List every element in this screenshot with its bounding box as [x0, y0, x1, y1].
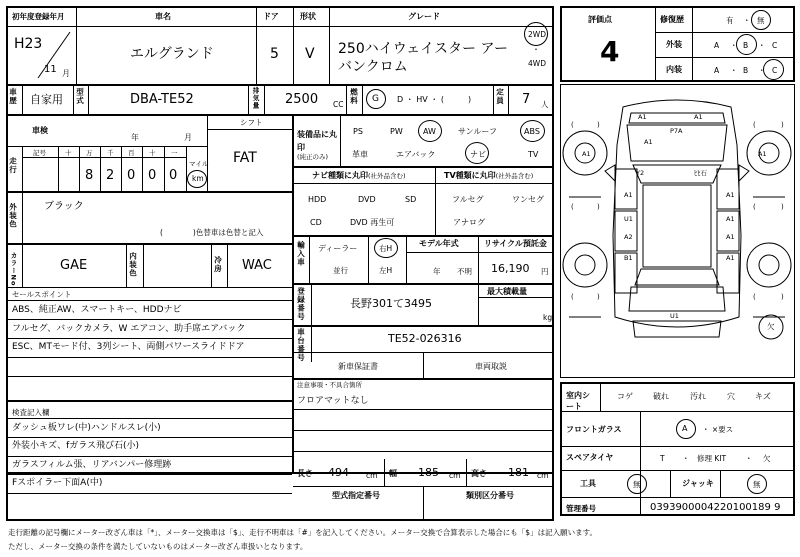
height-label: 高さ: [471, 469, 487, 478]
height-value[interactable]: 181: [508, 466, 529, 479]
svg-text:): ): [781, 293, 784, 301]
door-label: ドア: [263, 12, 279, 21]
capacity-value[interactable]: 7: [522, 92, 531, 107]
damage-mark[interactable]: A1: [694, 113, 703, 121]
damage-mark[interactable]: Y2: [636, 169, 645, 177]
max-load-unit: kg: [543, 313, 553, 322]
col-divider: [640, 412, 641, 516]
model-year-unknown[interactable]: 不明: [457, 267, 472, 276]
navi-item[interactable]: SD: [405, 195, 417, 204]
import-label-row: [406, 252, 553, 253]
svg-text:(: (: [753, 293, 756, 301]
notes-line: [293, 430, 553, 431]
navi-item[interactable]: CD: [310, 218, 322, 227]
inspection-year-unit: 年: [131, 133, 139, 142]
inspector-line: [7, 493, 292, 494]
tv-label: TV種類に丸印(社外品含む): [444, 171, 534, 180]
shift-label: シフト: [240, 118, 263, 127]
sales-point-line: フルセグ、バックカメラ、W エアコン、助手席エアバック: [12, 324, 246, 334]
navi-label-bottom: [293, 183, 553, 184]
inspector-line: [7, 474, 292, 475]
col-divider: [600, 383, 601, 411]
reg-year-label: 初年度登録年月: [12, 12, 65, 21]
col-divider: [227, 244, 228, 287]
mileage-digit[interactable]: 0: [148, 168, 157, 183]
use-value[interactable]: 自家用: [30, 93, 63, 106]
notes-line-text: フロアマットなし: [297, 396, 369, 406]
front-glass-rest[interactable]: ・ ×要ス: [702, 425, 734, 434]
seat-option[interactable]: 穴: [727, 392, 735, 401]
col-divider: [311, 284, 312, 362]
notes-line: [293, 451, 553, 452]
col-divider: [493, 85, 494, 114]
exterior-bottom: [7, 243, 292, 245]
row-divider: [655, 57, 794, 58]
displacement-value[interactable]: 2500: [285, 92, 319, 107]
col-divider: [164, 146, 165, 191]
inspection-label: 車検: [32, 126, 48, 135]
mileage-digit[interactable]: 8: [85, 168, 94, 183]
color-code-label: カラーNo.: [9, 252, 18, 290]
svg-text:(: (: [753, 203, 756, 211]
max-load-label-row: [478, 297, 553, 298]
color-code-value[interactable]: GAE: [60, 258, 88, 273]
shift-label-bottom: [207, 129, 292, 130]
reg-month[interactable]: 11: [44, 64, 57, 75]
col-divider: [478, 236, 479, 283]
height-unit: cm: [537, 471, 549, 480]
import-right-h[interactable]: 右H: [379, 244, 393, 253]
shape-label: 形状: [300, 12, 316, 21]
damage-mark[interactable]: A1: [582, 150, 591, 158]
col-divider: [423, 487, 424, 521]
svg-text:(: (: [571, 203, 574, 211]
tv-item[interactable]: アナログ: [453, 218, 485, 227]
svg-text:): ): [781, 203, 784, 211]
model-year-label: モデル年式: [419, 239, 459, 248]
length-unit: cm: [366, 471, 378, 480]
col-divider: [186, 146, 187, 191]
exterior-grade-option: ・: [730, 41, 738, 50]
shift-value[interactable]: FAT: [233, 150, 257, 166]
row-divider: [561, 470, 794, 471]
equipment-sublabel: (純正のみ): [297, 153, 329, 161]
col-divider: [720, 471, 721, 497]
col-divider: [384, 459, 385, 486]
registration-value[interactable]: 長野301て3495: [350, 297, 432, 310]
col-divider: [309, 236, 310, 283]
chassis-label: 車台番号: [296, 328, 306, 362]
seat-label: 室内シート: [566, 391, 590, 411]
mileage-label: 走行: [8, 157, 18, 174]
col-divider: [340, 115, 341, 166]
sales-points-label: セールスポイント: [12, 290, 72, 299]
fuel-gasoline[interactable]: G: [372, 94, 379, 104]
mileage-digit[interactable]: 0: [169, 168, 178, 183]
inspection-bottom: [7, 146, 207, 147]
import-label: 輸入車: [296, 241, 306, 267]
col-divider: [362, 85, 363, 114]
reg-era[interactable]: H23: [14, 36, 43, 52]
damage-mark[interactable]: B1: [624, 254, 633, 262]
col-divider: [143, 244, 144, 287]
score-value[interactable]: 4: [600, 35, 620, 68]
equipment-label: 装備品に丸印: [297, 130, 337, 152]
col-divider: [256, 7, 257, 84]
svg-text:(: (: [753, 121, 756, 129]
navi-item[interactable]: DVD 再生可: [350, 218, 395, 227]
mileage-digit[interactable]: 2: [106, 168, 115, 183]
notes-line: [293, 409, 553, 410]
damage-mark[interactable]: A1: [726, 254, 735, 262]
place-label: 一: [171, 149, 178, 157]
header-label-divider: [7, 26, 553, 27]
col-divider: [76, 7, 77, 84]
car-name-label: 車名: [155, 12, 171, 21]
tools-label: 工具: [580, 479, 596, 488]
col-divider: [22, 85, 23, 114]
interior-grade-option[interactable]: A: [714, 66, 720, 75]
mileage-digit[interactable]: 0: [127, 168, 136, 183]
interior-grade-option[interactable]: B: [743, 66, 749, 75]
damage-mark[interactable]: P7A: [670, 127, 683, 135]
equip-item[interactable]: 革車: [352, 150, 368, 159]
interior-grade-option: ・: [730, 66, 738, 75]
col-divider: [79, 146, 80, 191]
exterior-grade-label: 外装: [666, 40, 682, 49]
sales-line: [7, 376, 292, 377]
place-label: 十: [149, 149, 156, 157]
repair-option[interactable]: 有: [726, 16, 734, 25]
type-number-label: 型式指定番号: [332, 491, 380, 500]
col-divider: [142, 146, 143, 191]
drive-dot: ・: [532, 45, 540, 54]
exterior-grade-option: ・: [758, 41, 766, 50]
row-divider: [655, 32, 794, 33]
spare-option[interactable]: 修理 KIT: [697, 454, 727, 463]
capacity-unit: 人: [541, 100, 549, 109]
row-divider: [561, 497, 794, 498]
col-divider: [88, 85, 89, 114]
spare-label: スペアタイヤ: [566, 453, 614, 462]
model-value[interactable]: DBA-TE52: [130, 92, 194, 107]
displacement-unit: CC: [333, 100, 344, 109]
model-year-unit: 年: [433, 267, 441, 276]
car-name-value[interactable]: エルグランド: [130, 46, 214, 62]
col-divider: [121, 146, 122, 191]
use-label: 車歴: [8, 88, 18, 105]
col-divider: [22, 244, 23, 287]
equip-item[interactable]: AW: [423, 127, 436, 136]
recycle-value[interactable]: 16,190: [491, 262, 530, 275]
jack-label: ジャッキ: [682, 479, 714, 488]
svg-text:): ): [597, 121, 600, 129]
row-divider: [561, 446, 794, 447]
fuel-label: 燃料: [349, 88, 359, 105]
score-label: 評価点: [588, 15, 612, 24]
exterior-grade-option[interactable]: A: [714, 41, 720, 50]
col-divider: [655, 7, 656, 81]
cooler-value[interactable]: WAC: [242, 258, 272, 273]
place-label: 百: [128, 149, 135, 157]
svg-text:(: (: [571, 121, 574, 129]
col-divider: [406, 236, 407, 283]
navi-item[interactable]: HDD: [308, 195, 327, 204]
drive-4wd[interactable]: 4WD: [528, 59, 546, 68]
import-left-h[interactable]: 左H: [379, 266, 393, 275]
svg-text:): ): [597, 293, 600, 301]
exterior-value[interactable]: ブラック: [44, 201, 84, 212]
width-value[interactable]: 185: [418, 466, 439, 479]
equip-divider: [292, 115, 294, 472]
sales-line: [7, 357, 292, 358]
registration-bottom: [293, 325, 553, 327]
grade-label: グレード: [408, 12, 440, 21]
damage-mark[interactable]: A1: [644, 138, 653, 146]
interior-color-label: 内装色: [128, 252, 138, 278]
place-label: 千: [107, 149, 114, 157]
cooler-label: 冷房: [213, 256, 223, 273]
equip-item[interactable]: TV: [528, 150, 539, 159]
svg-text:(: (: [571, 293, 574, 301]
damage-mark[interactable]: A1: [758, 150, 767, 158]
category-number-label: 類別区分番号: [466, 491, 514, 500]
interior-grade-option[interactable]: C: [772, 66, 778, 75]
lack-mark[interactable]: 欠: [767, 322, 775, 331]
reg-month-unit: 月: [62, 69, 70, 78]
equipment-bottom: [293, 166, 553, 168]
navi-item[interactable]: DVD: [358, 195, 376, 204]
length-value[interactable]: 494: [328, 466, 349, 479]
spare-option[interactable]: 欠: [763, 454, 771, 463]
col-divider: [22, 146, 23, 191]
equip-item[interactable]: PW: [390, 127, 403, 136]
col-divider: [211, 244, 212, 287]
notes-label: 注意事項・不具合箇所: [297, 381, 362, 389]
width-label: 幅: [389, 469, 397, 478]
damage-mark[interactable]: A1: [726, 215, 735, 223]
damage-mark[interactable]: A2: [624, 233, 633, 241]
km-label[interactable]: km: [192, 174, 204, 183]
seat-option[interactable]: キズ: [755, 392, 771, 401]
damage-mark[interactable]: A1: [726, 233, 735, 241]
repair-option: ・: [743, 16, 751, 25]
fuel-other[interactable]: D ・ HV ・ ( ): [397, 95, 472, 104]
management-label: 管理番号: [566, 504, 596, 513]
col-divider: [329, 7, 330, 84]
repair-label: 修復歴: [660, 15, 684, 24]
manual-label[interactable]: 車両取説: [475, 362, 507, 371]
mileage-bottom: [7, 191, 292, 193]
inspection-month-unit: 月: [184, 133, 192, 142]
damage-mark[interactable]: U1: [624, 215, 633, 223]
recycle-unit: 円: [541, 267, 549, 276]
inspector-line: [7, 456, 292, 457]
col-divider: [264, 85, 265, 114]
recycle-label: リサイクル預託金: [484, 239, 547, 248]
inspector-line-text: 外装小キズ、fガラス飛び石(小): [12, 441, 140, 451]
mile-label: マイル: [189, 160, 209, 168]
navi-label: ナビ種類に丸印(社外品含む): [312, 171, 406, 180]
equip-item[interactable]: サンルーフ: [458, 127, 497, 136]
equip-item[interactable]: エアバック: [396, 150, 436, 159]
shift-divider: [207, 115, 208, 191]
repair-option[interactable]: 無: [757, 16, 765, 25]
svg-text:): ): [597, 203, 600, 211]
warranty-bottom: [293, 378, 553, 380]
inspector-line-text: Fスポイラー下面A(中): [12, 478, 103, 488]
col-divider: [346, 85, 347, 114]
col-divider: [22, 192, 23, 243]
inspector-line-text: ダッシュ板ワレ(中)ハンドルスレ(小): [12, 423, 161, 433]
col-divider: [248, 85, 249, 114]
chassis-value[interactable]: TE52-026316: [388, 332, 462, 345]
col-divider: [508, 85, 509, 114]
sales-point-line: ABS、純正AW、スマートキー、HDDナビ: [12, 305, 182, 315]
col-divider: [692, 7, 693, 81]
displacement-label: 排気量: [251, 87, 260, 110]
sales-point-line: ESC、MTモード付、3列シート、両側パワースライドドア: [12, 342, 245, 352]
inspector-line: [7, 437, 292, 438]
col-divider: [466, 459, 467, 486]
seat-option[interactable]: 破れ: [653, 392, 669, 401]
col-divider: [670, 471, 671, 497]
seat-option[interactable]: 汚れ: [690, 392, 706, 401]
damage-mark[interactable]: A1: [638, 113, 647, 121]
equip-item[interactable]: ABS: [524, 127, 540, 136]
grade-value[interactable]: 250ハイウェイスター アーバンクロム: [338, 41, 509, 75]
place-label: 万: [86, 149, 93, 157]
doors-value[interactable]: 5: [270, 46, 279, 62]
sales-label-bottom: [7, 300, 292, 301]
exterior-grade-option[interactable]: B: [743, 41, 749, 50]
damage-mark[interactable]: U1: [670, 312, 679, 320]
exterior-note: ( )色替車は色替と記入: [160, 228, 264, 237]
col-divider: [100, 146, 101, 191]
front-glass-label: フロントガラス: [566, 425, 622, 434]
mileage-sign-label: 記号: [33, 149, 46, 157]
interior-grade-option: ・: [758, 66, 766, 75]
exterior-label: 外装色: [8, 203, 18, 229]
management-value[interactable]: 0393900004220100189 9: [650, 502, 781, 513]
registration-label: 登録番号: [296, 287, 306, 321]
shape-value[interactable]: V: [305, 46, 315, 62]
new-car-warranty-label[interactable]: 新車保証書: [338, 362, 378, 371]
spare-option[interactable]: T: [660, 454, 665, 463]
col-divider: [73, 85, 74, 114]
jack-value[interactable]: 無: [753, 480, 761, 489]
inspector-label: 検査記入欄: [12, 408, 50, 417]
tv-item[interactable]: フルセグ: [452, 195, 484, 204]
import-parallel[interactable]: 並行: [333, 266, 348, 275]
colorcode-bottom: [7, 287, 292, 288]
inspector-label-bottom: [7, 418, 292, 419]
sales-line: [7, 319, 292, 320]
tools-value[interactable]: 無: [633, 480, 641, 489]
damage-mark-scratch[interactable]: ﾋﾋ石: [694, 169, 707, 177]
col-divider: [58, 146, 59, 191]
capacity-label: 定員: [495, 88, 505, 105]
inspector-line-text: ガラスフィルム張、リアバンパー修理跡: [12, 460, 172, 470]
col-divider: [368, 236, 369, 283]
footer-note: 走行距離の記号欄にメーター改ざん車は「*」、メーター交換車は「$」、走行不明車は「#」を記入してください。メーター交換で合算表示した場合にも「$」は記入願います。: [8, 528, 597, 537]
length-label: 長さ: [297, 469, 313, 478]
navi-bottom: [293, 235, 553, 237]
seat-option[interactable]: コゲ: [617, 392, 633, 401]
max-load-label: 最大積載量: [487, 287, 527, 296]
import-dealer[interactable]: ディーラー: [318, 244, 358, 253]
footer-note: ただし、メーター交換の条件を満たしていないものはメーター改ざん車扱いとなります。: [8, 542, 308, 551]
row2-bottom: [7, 114, 553, 116]
col-divider: [293, 7, 294, 84]
place-label: 十: [65, 149, 72, 157]
front-glass-value[interactable]: A: [682, 424, 688, 433]
tv-item[interactable]: ワンセグ: [512, 195, 544, 204]
spare-option: ・: [682, 454, 690, 463]
interior-grade-label: 内装: [666, 65, 682, 74]
svg-text:): ): [781, 121, 784, 129]
exterior-grade-option[interactable]: C: [772, 41, 778, 50]
sales-bottom: [7, 400, 292, 402]
col-divider: [423, 353, 424, 378]
drive-2wd[interactable]: 2WD: [528, 30, 546, 39]
import-bottom: [293, 283, 553, 285]
sales-line: [7, 338, 292, 339]
equip-item[interactable]: PS: [353, 127, 363, 136]
width-unit: cm: [449, 471, 461, 480]
damage-mark[interactable]: A1: [726, 191, 735, 199]
col-divider: [126, 244, 127, 287]
mileage-label-row: [22, 157, 186, 158]
spare-option: ・: [745, 454, 753, 463]
navi-tv-divider: [435, 167, 436, 235]
model-label: 型式: [75, 88, 85, 105]
equip-item[interactable]: ナビ: [470, 150, 486, 159]
col-divider: [478, 284, 479, 325]
damage-mark[interactable]: A1: [624, 191, 633, 199]
